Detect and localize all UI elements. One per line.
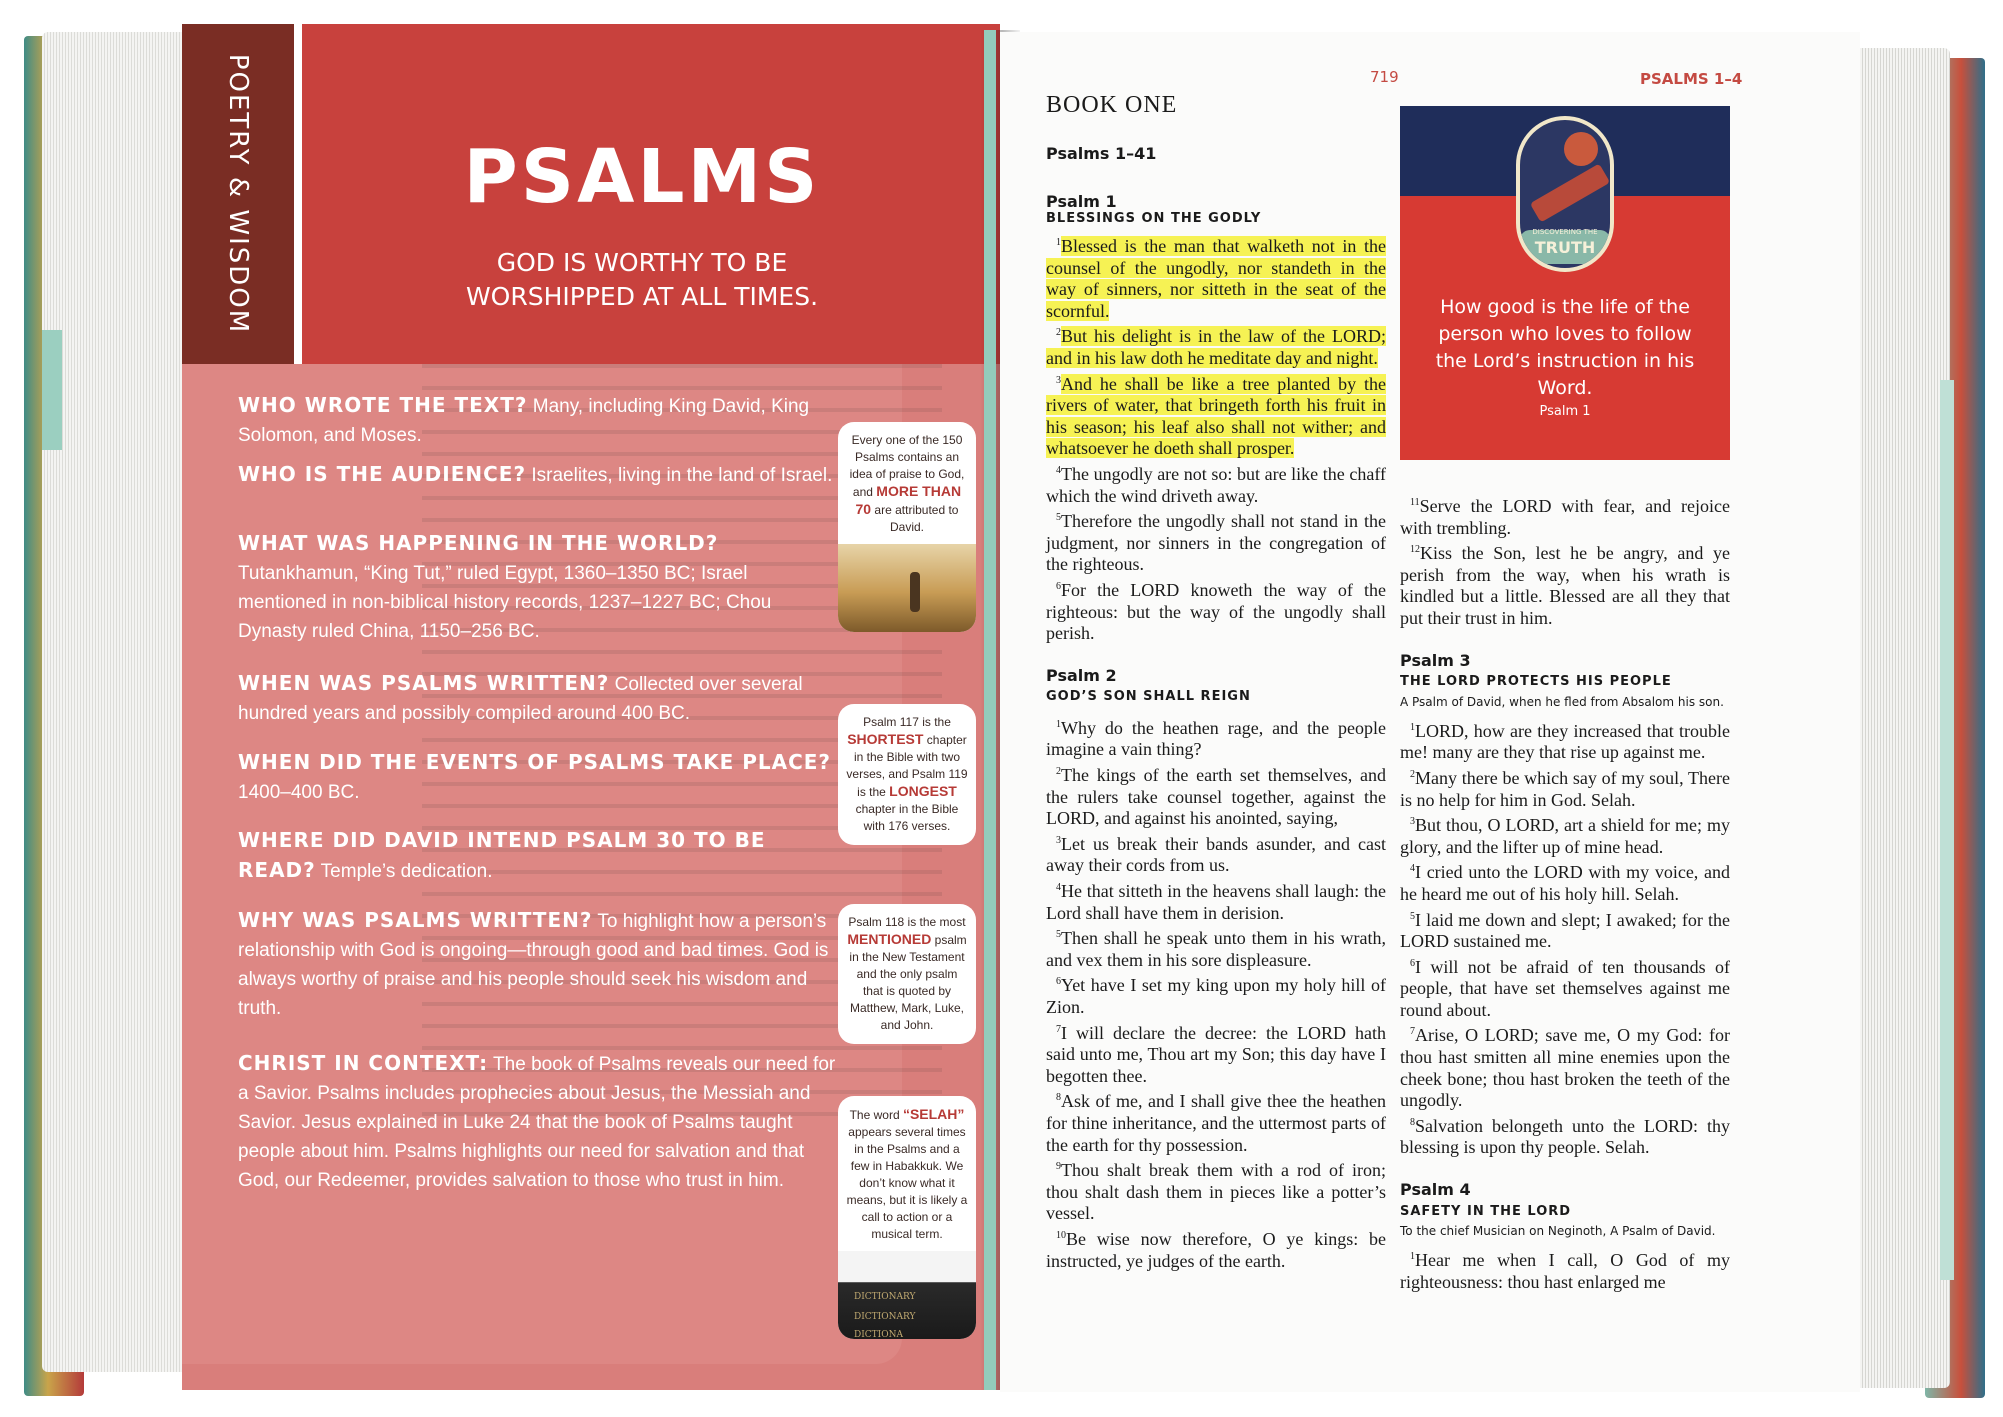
fact-card-praise: Every one of the 150 Psalms contains an idea of praise to God, and MORE THAN 70 are attributed to David. <box>838 422 976 632</box>
verse-1-5: Therefore the ungodly shall not stand in the judgment, nor sinners in the congregation of the righteous. <box>1046 511 1386 575</box>
telescope-badge-icon: DISCOVERING THE TRUTH <box>1516 116 1614 272</box>
verse-2-12: Kiss the Son, lest he be angry, and ye perish from the way, when his wrath is kindled but a little. Blessed are all they that put their trust in him. <box>1400 543 1730 628</box>
qa-psalm-30: WHERE DID DAVID INTEND PSALM 30 TO BE READ? Temple’s dedication. <box>238 828 766 882</box>
discovering-truth-box <box>1400 106 1730 460</box>
verse-2-3: Let us break their bands asunder, and cast away their cords from us. <box>1046 833 1386 876</box>
verse-2-2: The kings of the earth set themselves, and the rulers take counsel together, against the LORD, and against his anointed, saying, <box>1046 765 1386 829</box>
psalm4-heading: Psalm 4 SAFETY IN THE LORD To the chief Musician on Neginoth, A Psalm of David. <box>1400 1180 1716 1239</box>
verse-3-6: I will not be afraid of ten thousands of people, that have set themselves against me round about. <box>1400 956 1730 1020</box>
verse-1-4: The ungodly are not so: but are like the chaff which the wind driveth away. <box>1046 463 1386 506</box>
worship-photo <box>838 544 976 632</box>
book-heading: BOOK ONE <box>1046 92 1178 118</box>
qa-why-written: WHY WAS PSALMS WRITTEN? To highlight how a person’s relationship with God is ongoing—through good and bad times. God is always worthy of praise and his people should seek his wisdom and truth. <box>238 908 829 1019</box>
text-column-left: $^1$Blessed is the man that walketh not in the counsel of the ungodly, nor standeth in the way of sinners, nor sitteth in the seat of the scornful. $^2$But his delight is in the law of the LORD; and in his law doth he meditate day and night. $^3$And he shall be like a tree planted by the rivers of water, that bringeth forth his fruit in his season; his leaf also shall not wither; and whatsoever he doeth shall prosper. $^4$The ungodly are not so: but are like the chaff which the wind driveth away. $^5$Therefore the ungodly shall not stand in the judgment, nor sinners in the congregation of the righteous. $^6$For the LORD knoweth the way of the righteous: but the way of the ungodly shall perish. Psalm 2 GOD’S SON SHALL REIGN $^1$Why do the heathen rage, and the people imagine a vain thing? $^2$The kings of the earth set themselves, and the rulers take counsel together, against the LORD, and against his anointed, saying, $^3$Let us break their bands asunder, and cast away their cords from us. $^4$He that sitteth in the heavens shall laugh: the Lord shall have them in derision. $^5$Then shall he speak unto them in his wrath, and vex them in his sore displeasure. $^6$Yet have I set my king upon my holy hill of Zion. $^7$I will declare the decree: the LORD hath said unto me, Thou art my Son; this day have I begotten thee. $^8$Ask of me, and I shall give thee the heathen for thine inheritance, and the uttermost parts of the earth for thy possession. $^9$Thou shalt break them with a rod of iron; thou shalt dash them in pieces like a potter’s vessel. $^{10}$Be wise now therefore, O ye kings: be instructed, ye judges of the earth. <box>1046 236 1386 1271</box>
psalm1-heading: Psalm 1 BLESSINGS ON THE GODLY <box>1046 192 1262 226</box>
qa-christ-in-context: CHRIST IN CONTEXT: The book of Psalms reveals our need for a Savior. Psalms includes prophecies about Jesus, the Messiah and Savior. Jesus explained in Luke 24 that the book of Psalms taught people about him. Psalms highlights our need for salvation and that God, our Redeemer, provides salvation to those who trust in him. <box>238 1051 836 1191</box>
qa-audience: WHO IS THE AUDIENCE? Israelites, living in the land of Israel. <box>238 462 833 486</box>
ribbon-bookmark <box>984 30 996 1390</box>
truth-quote: How good is the life of the person who loves to follow the Lord’s instruction in his Word. <box>1435 296 1695 399</box>
verse-2-4: He that sitteth in the heavens shall laugh: the Lord shall have them in derision. <box>1046 881 1386 923</box>
truth-reference: Psalm 1 <box>1539 404 1591 419</box>
verse-2-1: Why do the heathen rage, and the people imagine a vain thing? <box>1046 717 1386 760</box>
page-number: 719 <box>1370 68 1399 86</box>
psalm2-heading: Psalm 2 GOD’S SON SHALL REIGN <box>1046 665 1251 705</box>
psalm3-heading: Psalm 3 THE LORD PROTECTS HIS PEOPLE A Psalm of David, when he fled from Absalom his son. <box>1400 650 1724 709</box>
fact-card-mentioned: Psalm 118 is the most MENTIONED psalm in the New Testament and the only psalm that is quoted by Matthew, Mark, Luke, and John. <box>838 904 976 1044</box>
verse-2-5: Then shall he speak unto them in his wrath, and vex them in his sore displeasure. <box>1046 928 1386 970</box>
book-subtitle: GOD IS WORTHY TO BE WORSHIPPED AT ALL TIMES. <box>465 248 819 311</box>
verse-2-10: Be wise now therefore, O ye kings: be instructed, ye judges of the earth. <box>1046 1228 1386 1271</box>
verse-3-4: I cried unto the LORD with my voice, and he heard me out of his holy hill. Selah. <box>1400 862 1730 904</box>
edge-tab-right <box>1940 380 1954 1280</box>
verse-3-5: I laid me down and slept; I awaked; for the LORD sustained me. <box>1400 909 1730 952</box>
right-page <box>1000 32 1860 1392</box>
verse-2-8: Ask of me, and I shall give thee the heathen for thine inheritance, and the uttermost parts of the earth for thy possession. <box>1046 1091 1386 1155</box>
text-column-right: $^{11}$Serve the LORD with fear, and rejoice with trembling. $^{12}$Kiss the Son, lest he be angry, and ye perish from the way, when his wrath is kindled but a little. Blessed are all they that put their trust in him. Psalm 3 THE LORD PROTECTS HIS PEOPLE A Psalm of David, when he fled from Absalom his son. $^1$LORD, how are they increased that trouble me! many are they that rise up against me. $^2$Many there be which say of my soul, There is no help for him in God. Selah. $^3$But thou, O LORD, art a shield for me; my glory, and the lifter up of mine head. $^4$I cried unto the LORD with my voice, and he heard me out of his holy hill. Selah. $^5$I laid me down and slept; I awaked; for the LORD sustained me. $^6$I will not be afraid of ten thousands of people, that have set themselves against me round about. $^7$Arise, O LORD; save me, O my God: for thou hast smitten all mine enemies upon the cheek bone; thou hast broken the teeth of the ungodly. $^8$Salvation belongeth unto the LORD: thy blessing is upon thy people. Selah. Psalm 4 SAFETY IN THE LORD To the chief Musician on Neginoth, A Psalm of David. $^1$Hear me when I call, O God of my righteousness: thou hast enlarged me <box>1400 496 1730 1292</box>
book-title: PSALMS <box>463 134 821 220</box>
page-edges-left <box>42 32 202 1372</box>
verse-3-8: Salvation belongeth unto the LORD: thy blessing is upon thy people. Selah. <box>1400 1115 1730 1158</box>
verse-2-9: Thou shalt break them with a rod of iron; thou shalt dash them in pieces like a potter’s vessel. <box>1046 1160 1386 1224</box>
qa-author: WHO WROTE THE TEXT? Many, including King David, King Solomon, and Moses. <box>238 393 810 446</box>
range-heading: Psalms 1–41 <box>1046 144 1157 163</box>
qa-world-events: WHAT WAS HAPPENING IN THE WORLD? Tutankhamun, “King Tut,” ruled Egypt, 1360–1350 BC; Israel mentioned in non-biblical history records, 1237–1227 BC; Chou Dynasty ruled China, 1150–256 BC. <box>238 531 772 642</box>
verse-2-6: Yet have I set my king upon my holy hill of Zion. <box>1046 975 1386 1017</box>
fact-card-selah: The word “SELAH” appears several times in the Psalms and a few in Habakkuk. We don’t know what it means, but it is likely a call to action or a musical term. DICTIONARY DICTIONARY DICTIONA <box>838 1096 976 1339</box>
verse-1-6: For the LORD knoweth the way of the righteous: but the way of the ungodly shall perish. <box>1046 579 1386 644</box>
verse-2-11: Serve the LORD with fear, and rejoice with trembling. <box>1400 496 1730 538</box>
verse-2-7: I will declare the decree: the LORD hath said unto me, Thou art my Son; this day have I begotten thee. <box>1046 1022 1386 1086</box>
verse-1-2: But his delight is in the law of the LORD; and in his law doth he meditate day and night. <box>1046 326 1386 368</box>
verse-1-3: And he shall be like a tree planted by the rivers of water, that bringeth forth his fruit in his season; his leaf also shall not wither; and whatsoever he doeth shall prosper. <box>1046 373 1386 459</box>
qa-when-written: WHEN WAS PSALMS WRITTEN? Collected over several hundred years and possibly compiled around 400 BC. <box>238 671 803 724</box>
qa-events-date: WHEN DID THE EVENTS OF PSALMS TAKE PLACE? 1400–400 BC. <box>238 750 832 803</box>
verse-3-1: LORD, how are they increased that trouble me! many are they that rise up against me. <box>1400 720 1730 763</box>
section-tab <box>182 24 294 364</box>
fact-card-shortest-longest: Psalm 117 is the SHORTEST chapter in the Bible with two verses, and Psalm 119 is the LONGEST chapter in the Bible with 176 verses. <box>838 704 976 845</box>
edge-tab-left <box>42 330 62 450</box>
verse-1-1: Blessed is the man that walketh not in the counsel of the ungodly, nor standeth in the way of sinners, nor sitteth in the seat of the scornful. <box>1046 236 1386 321</box>
verse-3-3: But thou, O LORD, art a shield for me; my glory, and the lifter up of mine head. <box>1400 815 1730 857</box>
section-tab-label: POETRY & WISDOM <box>223 53 253 335</box>
verse-4-1: Hear me when I call, O God of my righteousness: thou hast enlarged me <box>1400 1250 1730 1292</box>
verse-3-2: Many there be which say of my soul, There is no help for him in God. Selah. <box>1400 767 1730 810</box>
dictionary-photo: DICTIONARY DICTIONARY DICTIONA <box>838 1251 976 1339</box>
running-head: PSALMS 1–4 <box>1640 70 1743 88</box>
verse-3-7: Arise, O LORD; save me, O my God: for thou hast smitten all mine enemies upon the cheek bone; thou hast broken the teeth of the ungodly. <box>1400 1025 1730 1111</box>
left-page <box>182 24 1000 1390</box>
